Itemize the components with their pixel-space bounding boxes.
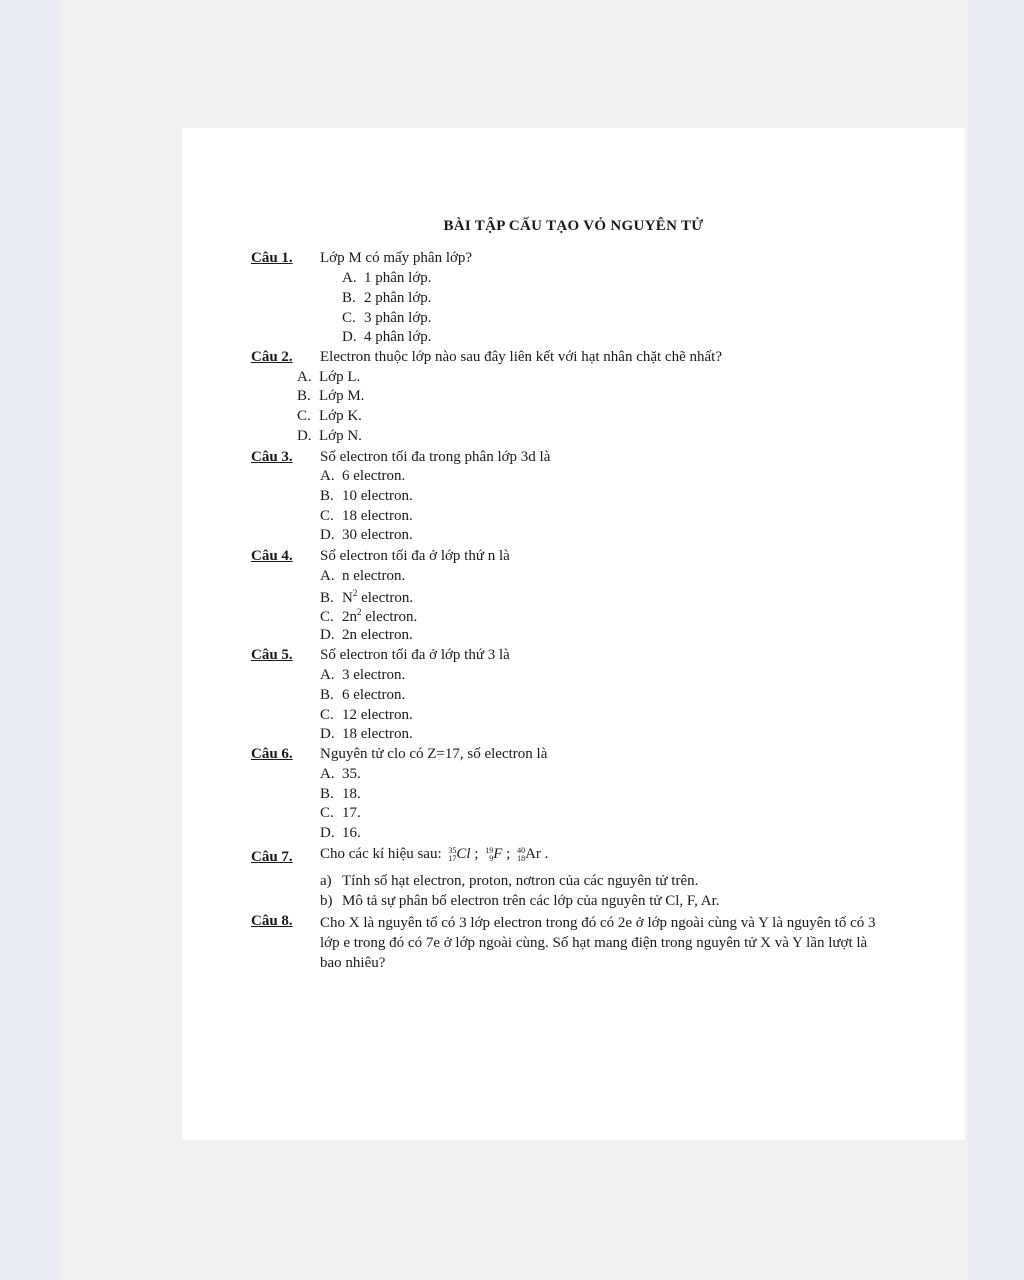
question-8-number: Câu 8. [251, 913, 293, 929]
question-6-option-b: B. 18. [320, 786, 361, 802]
question-4-option-d: D. 2n electron. [320, 627, 413, 643]
question-2-number: Câu 2. [251, 349, 293, 365]
question-5-option-a: A. 3 electron. [320, 667, 406, 683]
question-4-option-c: C. $2n^2$ electron. [320, 607, 418, 625]
question-1-option-b: B. 2 phân lớp. [342, 290, 432, 306]
question-8-text: Cho X là nguyên tố có 3 lớp electron trong đó có 2e ở lớp ngoài cùng và Y là nguyên tố có 3 lớp e trong đó có 7e ở lớp ngoài cùng. Số hạt mang điện trong nguyên tử X và Y lần lượt là bao nhiêu? [320, 915, 876, 971]
question-1-option-c: C. 3 phân lớp. [342, 310, 432, 326]
question-3-option-a: A. 6 electron. [320, 468, 406, 484]
document-viewer [60, 0, 968, 1280]
document-page [182, 128, 965, 1140]
question-6-number: Câu 6. [251, 746, 293, 762]
question-4-number: Câu 4. [251, 548, 293, 564]
question-1-number: Câu 1. [251, 250, 293, 266]
question-5-option-d: D. 18 electron. [320, 726, 413, 742]
question-1-text: Lớp M có mấy phân lớp? [320, 250, 473, 266]
question-1-option-a: A. 1 phân lớp. [342, 270, 432, 286]
question-3-text: Số electron tối đa trong phân lớp 3d là [320, 449, 551, 465]
question-3-number: Câu 3. [251, 449, 293, 465]
question-6-option-d: D. 16. [320, 825, 361, 841]
question-2-option-a: A. Lớp L. [297, 369, 361, 385]
question-2-option-d: D. Lớp N. [297, 428, 362, 444]
question-5-option-b: B. 6 electron. [320, 687, 406, 703]
isotope-f-notation: 19 9 [485, 845, 494, 863]
question-6-text: Nguyên tử clo có Z=17, số electron là [320, 746, 548, 762]
question-4-text: Số electron tối đa ở lớp thứ n là [320, 548, 510, 564]
question-6-option-a: A. 35. [320, 766, 361, 782]
question-2-option-c: C. Lớp K. [297, 408, 362, 424]
question-3-option-b: B. 10 electron. [320, 488, 413, 504]
question-7-part-a: a) Tính số hạt electron, proton, nơtron của các nguyên tử trên. [320, 873, 699, 889]
isotope-cl-notation: 35 17 [448, 845, 457, 863]
question-5-number: Câu 5. [251, 647, 293, 663]
question-5-text: Số electron tối đa ở lớp thứ 3 là [320, 647, 510, 663]
question-3-option-d: D. 30 electron. [320, 527, 413, 543]
question-1-option-d: D. 4 phân lớp. [342, 329, 432, 345]
question-4-option-a: A. n electron. [320, 568, 406, 584]
question-2-text: Electron thuộc lớp nào sau đây liên kết với hạt nhân chặt chẽ nhất? [320, 349, 722, 365]
question-7-part-b: b) Mô tả sự phân bố electron trên các lớp của nguyên tử Cl, F, Ar. [320, 893, 720, 909]
question-2-option-b: B. Lớp M. [297, 388, 365, 404]
question-7-text: Cho các kí hiệu sau: 35 17 Cl ; 19 9 F ; 40 18 Ar . [320, 845, 549, 863]
question-3-option-c: C. 18 electron. [320, 508, 413, 524]
question-4-option-b: B. $N^2$ electron. [320, 588, 414, 606]
question-6-option-c: C. 17. [320, 805, 361, 821]
question-5-option-c: C. 12 electron. [320, 707, 413, 723]
document-title: BÀI TẬP CẤU TẠO VỎ NGUYÊN TỬ [443, 218, 704, 234]
isotope-ar-notation: 40 18 [517, 845, 526, 863]
question-7-number: Câu 7. [251, 849, 293, 865]
